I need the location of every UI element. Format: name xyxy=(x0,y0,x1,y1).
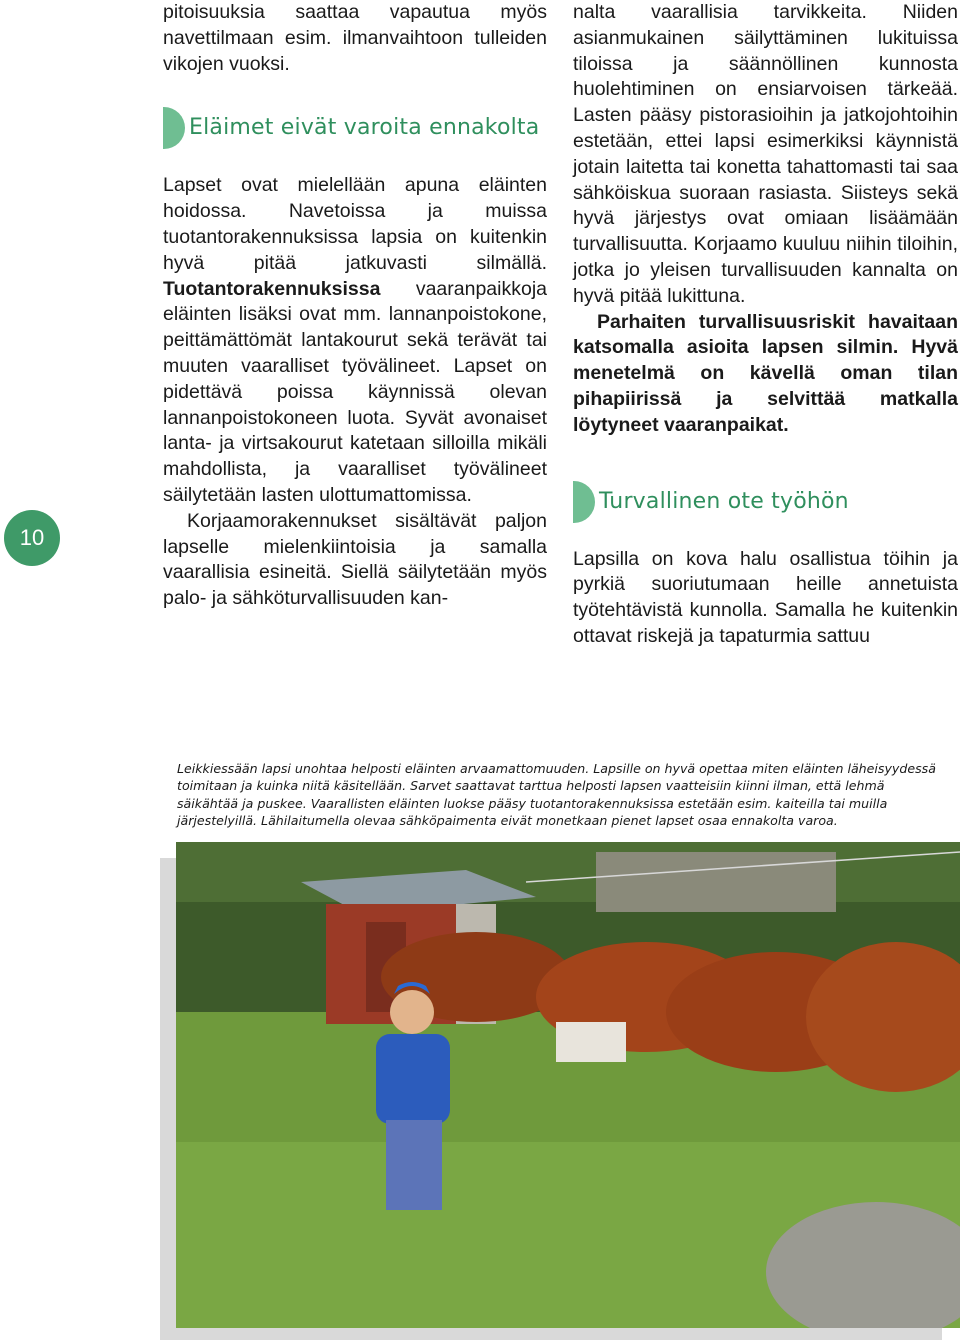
child-head xyxy=(390,990,434,1034)
left-column xyxy=(163,0,547,612)
right-column xyxy=(573,0,958,650)
page-number: 10 xyxy=(19,525,45,550)
half-circle-marker-icon xyxy=(163,107,185,149)
cow-white-patch xyxy=(556,1022,626,1062)
child-pants xyxy=(386,1120,442,1210)
farm-photo xyxy=(176,842,960,1328)
page-number-badge xyxy=(4,510,60,566)
body-text: Lapset ovat mielellään apuna eläinten hoidossa. Navetoissa ja muissa tuotantorakennuksissa lapsia on kuitenkin hyvä pitää jatkuvasti silmällä. xyxy=(163,174,547,274)
section-heading-title: Eläimet eivät varoita ennakolta xyxy=(189,115,540,141)
continuation-paragraph: pitoisuuksia saattaa vapautua myös navettilmaan esim. ilmanvaihtoon tulleiden vikojen vuoksi. xyxy=(163,1,547,75)
body-paragraph: nalta vaarallisia tarvikkeita. Niiden asianmukainen säilyttäminen lukituissa tiloissa ja säännöllinen kunnosta huolehtiminen on ensiarvoisen tärkeää. Lasten pääsy pistorasioihin ja jatkojohtoihin estetään, ettei lapsi esimerkiksi käynnistä jotain laitetta tai konetta tahattomasti tai saa sähköiskua suoraan rasiasta. Siisteys sekä hyvä järjestys ovat omiaan lisäämään turvallisuutta. Korjaamo kuuluu niihin tiloihin, jotka jo yleisen turvallisuuden kannalta on hyvä pitää lukittuna. xyxy=(573,1,958,307)
body-paragraph: Lapsilla on kova halu osallistua töihin ja pyrkiä suoriutumaan heille annetuista työtehtävistä kunnolla. Samalla he kuitenkin ottavat riskejä ja tapaturmia sattuu xyxy=(573,547,958,647)
section-heading-animals xyxy=(163,107,547,149)
body-paragraph xyxy=(163,173,547,508)
farm-photo-illustration xyxy=(176,842,960,1328)
child-sweater xyxy=(376,1034,450,1124)
distant-building xyxy=(596,852,836,912)
body-text: vaaranpaikkoja eläinten lisäksi ovat mm. lannanpoistokone, peittämättömät lantakourut sekä terävät tai muuten vaaralliset työvälineet. Lapset on pidettävä poissa käynnissä olevan lannanpoistokoneen luota. Syvät avonaiset lanta- ja virtsakourut katetaan silloilla mikäli mahdollista, ja vaaralliset työvälineet säilytetään lasten ulottumattomissa. xyxy=(163,277,547,506)
emphasis-paragraph: Parhaiten turvallisuusriskit havaitaan katsomalla asioita lapsen silmin. Hyvä menetelmä on kävellä oman tilan pihapiirissä ja selvittää matkalla löytyneet vaaranpaikat. xyxy=(573,310,958,436)
section-heading-title: Turvallinen ote työhön xyxy=(599,488,849,514)
body-paragraph: Korjaamorakennukset sisältävät paljon lapselle mielenkiintoisia ja samalla vaarallisia esineitä. Siellä säilytetään myös palo- ja sähköturvallisuuden kan- xyxy=(163,509,547,610)
section-heading-work xyxy=(573,481,958,523)
half-circle-marker-icon xyxy=(573,481,595,523)
tree-tops xyxy=(176,842,960,902)
bold-term: Tuotantorakennuksissa xyxy=(163,277,381,300)
photo-caption: Leikkiessään lapsi unohtaa helposti eläinten arvaamattomuuden. Lapsille on hyvä opettaa miten eläinten läheisyydessä toimitaan ja kuinka niitä käsitellään. Sarvet saattavat tarttua helposti lapsen vaatteisiin kiinni ilman, että lehmä säikähtää ja puskee. Vaarallisten eläinten luokse pääsy tuotantorakennuksissa estetään esim. kaiteilla tai muilla järjestelyillä. Lähilaitumella olevaa sähköpaimenta eivät monetkaan pienet lapset osaa ennakolta varoa. xyxy=(177,761,936,829)
